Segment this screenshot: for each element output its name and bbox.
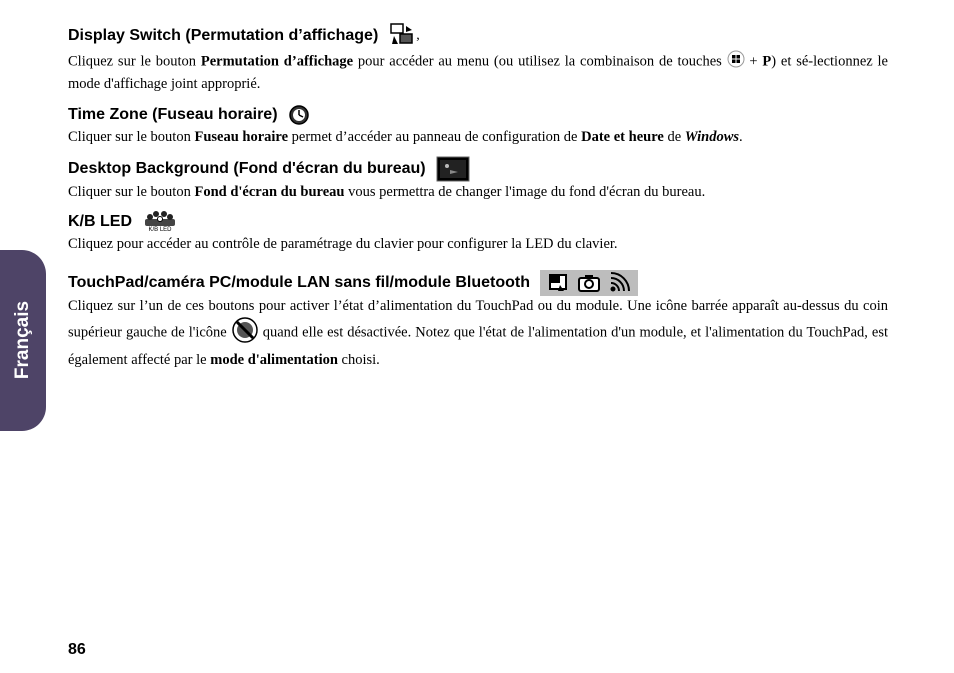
body-text: Cliquer sur le bouton	[68, 184, 195, 200]
section-heading	[68, 103, 888, 127]
bold-text: P	[762, 53, 772, 70]
bold-text: Permutation d’affichage	[200, 53, 354, 70]
keyboard-led-icon	[144, 211, 176, 234]
section-heading	[68, 270, 888, 296]
heading-text: Display Switch (Permutation d’affichage)	[68, 27, 379, 44]
section-body	[68, 127, 888, 147]
main-content	[68, 22, 888, 370]
bold-text: Fond d'écran du bureau	[194, 184, 345, 200]
body-text: pour accéder au menu (ou utilisez la combinaison de touches	[353, 53, 727, 70]
body-text: +	[744, 53, 763, 70]
body-text: quand elle est désactivée. Notez que l'état de l'alimentation d'un module, et l'alimentation du TouchPad, est également affecté par le	[68, 324, 888, 368]
heading-text: TouchPad/caméra PC/module LAN sans fil/module Bluetooth	[68, 274, 530, 291]
windows-key-icon	[727, 50, 745, 74]
section-heading	[68, 22, 888, 50]
section-touchpad-modules	[68, 270, 888, 370]
bold-italic-text: Windows	[684, 129, 740, 145]
section-body	[68, 50, 888, 94]
disabled-icon	[231, 316, 259, 350]
module-icons-group	[540, 270, 638, 296]
camera-icon	[574, 273, 604, 293]
keyboard-led-icon-label: K/B LED	[148, 226, 172, 233]
clock-icon	[288, 104, 310, 126]
bold-text: mode d'alimentation	[210, 352, 338, 368]
bold-text: Date et heure	[581, 129, 664, 145]
body-text: Cliquez sur l’un de ces boutons pour activer l’état d’alimentation du TouchPad ou du module. Une icône barrée apparaît au-dessus du coin supérieur gauche de l'icône	[68, 298, 888, 341]
body-text: de	[663, 129, 685, 145]
section-heading	[68, 210, 888, 234]
section-display-switch	[68, 22, 888, 94]
section-body	[68, 182, 888, 202]
body-text: choisi.	[337, 352, 380, 368]
wireless-lan-icon	[604, 272, 634, 294]
section-heading	[68, 156, 888, 182]
body-text: vous permettra de changer l'image du fond d'écran du bureau.	[344, 184, 706, 200]
page-number: 86	[68, 641, 86, 658]
bold-text: Fuseau horaire	[194, 129, 289, 145]
wallpaper-icon	[436, 156, 470, 182]
heading-suffix: ,	[416, 28, 420, 43]
touchpad-icon	[544, 273, 574, 293]
language-tab-label: Français	[12, 300, 33, 380]
section-kb-led	[68, 210, 888, 254]
body-text: .	[739, 129, 743, 145]
section-time-zone	[68, 103, 888, 147]
section-body	[68, 234, 888, 254]
body-text: Cliquez pour accéder au contrôle de paramétrage du clavier pour configurer la LED du clavier.	[68, 236, 618, 252]
section-desktop-background	[68, 156, 888, 202]
heading-text: K/B LED	[68, 213, 132, 230]
body-text: permet d’accéder au panneau de configuration de	[288, 129, 582, 145]
section-body	[68, 296, 888, 370]
heading-text: Desktop Background (Fond d'écran du bureau)	[68, 160, 426, 177]
body-text: ) et sé-lectionnez le mode d'affichage joint approprié.	[68, 53, 888, 92]
body-text: Cliquer sur le bouton	[68, 129, 195, 145]
body-text: Cliquez sur le bouton	[68, 53, 201, 70]
heading-text: Time Zone (Fuseau horaire)	[68, 106, 278, 123]
display-switch-icon	[388, 22, 416, 50]
